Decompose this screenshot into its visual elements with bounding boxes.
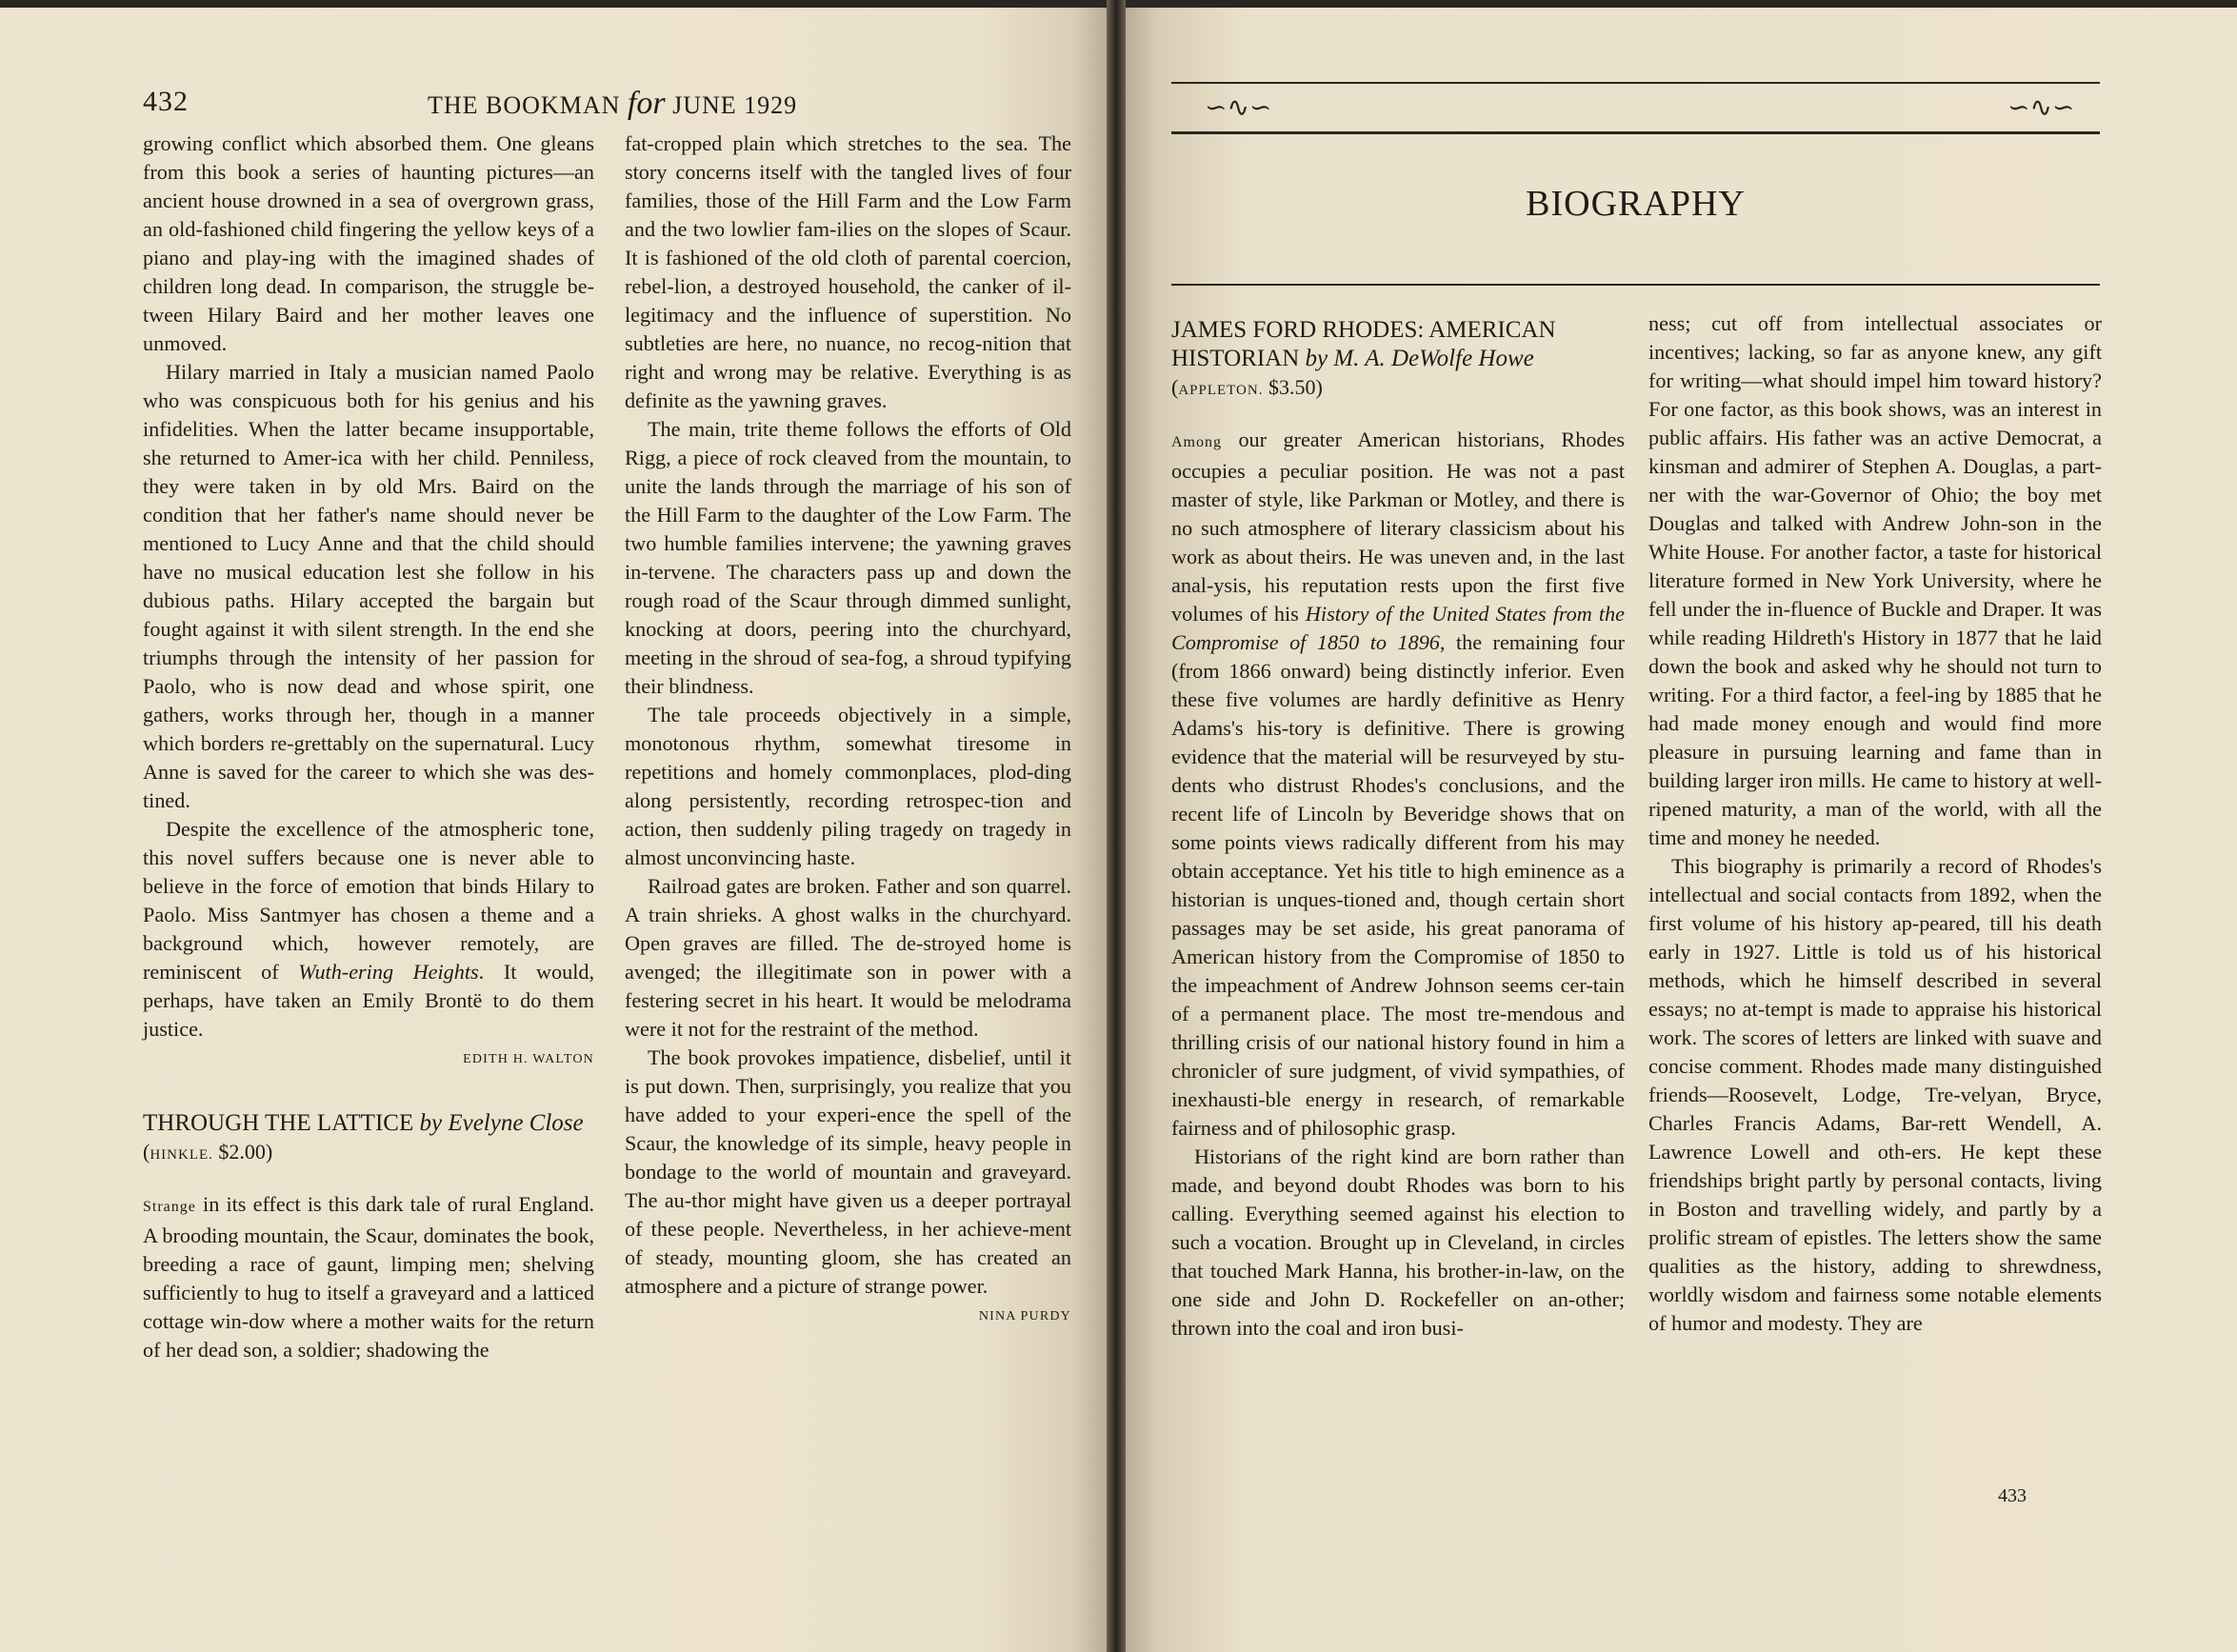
paragraph: Historians of the right kind are born rather than made, and beyond doubt Rhodes was born to his calling. Everything seemed against his election to such a vocation. Brought up in Cleveland, in circles that touched Mark Hanna, his brother-in-law, on the one side and John D. Rockefeller on an-other; thrown into the coal and iron busi- [1171, 1144, 1625, 1340]
review-heading [143, 1109, 594, 1169]
running-head-issue: JUNE 1929 [672, 91, 798, 119]
review-author: by Evelyne Close [419, 1110, 584, 1136]
review-heading [1171, 316, 1625, 405]
ornament-left-icon: ∽∿∽ [1205, 93, 1272, 123]
book-price: $3.50) [1268, 375, 1323, 399]
text-span: in its effect is this dark tale of rural England. A brooding mountain, the Scaur, dominates the book, breeding a race of gaunt, limping men; shelving sufficiently to hug to itself a graveyard and a latticed cottage win-dow where a mother waits for the return of her dead son, a soldier; shadowing the [143, 1192, 594, 1362]
section-rule [1171, 284, 2100, 286]
left-page-number: 432 [143, 86, 189, 117]
lead-word: Among [1171, 434, 1222, 450]
lead-word: Strange [143, 1199, 196, 1215]
book-title-italic: Wuth-ering Heights [298, 960, 479, 984]
left-column-2 [625, 129, 1071, 1331]
book-gutter [1107, 0, 1126, 1652]
paragraph: Railroad gates are broken. Father and son quarrel. A train shrieks. A ghost walks in the churchyard. Open graves are filled. The de-stroyed home is avenged; the illegitimate son in power with a festering secret in his heart. It would be melodrama were it not for the restraint of the method. [625, 874, 1071, 1041]
paragraph [625, 1044, 1071, 1301]
left-column-1 [143, 129, 594, 1364]
review-title: THROUGH THE LATTICE [143, 1110, 414, 1136]
text-span: our greater American historians, Rhodes occupies a peculiar position. He was not a past master of style, like Parkman or Motley, and there is no such atmosphere of literary classicism about his work as about theirs. He was uneven and, in the last anal-ysis, his reputation rests upon the first five volumes of his [1171, 428, 1625, 626]
publisher-name: HINKLE. [150, 1147, 213, 1163]
paragraph: growing conflict which absorbed them. One gleans from this book a series of haunting pictures—an ancient house drowned in a sea of overgrown grass, an old-fashioned child fingering the yellow keys of a piano and play-ing with the imagined shades of children long dead. In comparison, the struggle be-tween Hilary Baird and her mother leaves one unmoved. [143, 131, 594, 355]
right-column-1 [1171, 316, 1625, 1343]
right-column-2 [1648, 309, 2102, 1338]
text-span: , the remaining four (from 1866 onward) being distinctly inferior. Even these five volumes are hardly definitive as Henry Adams's his-tory is definitive. There is growing evidence that the material will be resurveyed by stu-dents who distrust Rhodes's conclusions, and the recent life of Lincoln by Beveridge shows that on some points views radically different from his may obtain acceptance. Yet his title to high eminence as a historian is unques-tioned and, though certain short passages may be set aside, his great panorama of American history from the Compromise of 1850 to the impeachment of Andrew Johnson seems cer-tain of a permanent place. The most tre-mendous and thrilling crisis of our national history found in him a chronicler of sure judgment, of vivid sympathies, of inexhausti-ble energy in research, of remarkable fairness and of philosophic grasp. [1171, 630, 1625, 1140]
running-head [428, 86, 797, 122]
reviewer-signature: EDITH H. WALTON [463, 1052, 594, 1066]
ornament-right-icon: ∽∿∽ [2007, 93, 2075, 123]
running-head-journal: THE BOOKMAN [428, 91, 621, 119]
paragraph: Hilary married in Italy a musician named Paolo who was conspicuous both for his genius and his infidelities. When the latter became insupportable, she returned to Amer-ica with her child. Penniless, they were taken in by old Mrs. Baird on the condition that her father's name should never be mentioned to Lucy Anne and that the child should have no musical education lest she follow in his dubious paths. Hilary accepted the bargain but fought against it with silent strength. In the end she triumphs through the intensity of her passion for Paolo, who is now dead and whose spirit, one gathers, works through her, though in a manner which borders re-grettably on the supernatural. Lucy Anne is saved for the career to which she was des-tined. [143, 360, 594, 812]
text-span: ( [143, 1140, 150, 1164]
review-publisher [1171, 375, 1323, 399]
review-author: by M. A. DeWolfe Howe [1305, 346, 1534, 371]
paragraph [143, 815, 594, 1044]
spacer [1171, 405, 1625, 426]
text-span: Despite the excellence of the atmospheric tone, this novel suffers because one is never able to believe in the force of emotion that binds Hilary to Paolo. Miss Santmyer has chosen a theme and a background which, however remotely, are reminiscent of [143, 817, 594, 984]
right-page-number: 433 [1998, 1485, 2027, 1506]
paragraph: ness; cut off from intellectual associates or incentives; lacking, so far as anyone knew, any gift for writing—what should impel him toward history? For one factor, as this book shows, was an interest in public affairs. His father was an active Democrat, a kinsman and admirer of Stephen A. Douglas, a part-ner with the war-Governor of Ohio; the boy met Douglas and talked with Andrew John-son in the White House. For another factor, a taste for historical literature formed in New York University, where he fell under the in-fluence of Buckle and Draper. It was while reading Hildreth's History in 1877 that he laid down the book and asked why he should not turn to writing. For a third factor, a feel-ing by 1885 that he had made money enough and would find more pleasure in pursuing learning and fame than in building larger iron mills. He came to history at well-ripened maturity, a man of the world, with all the time and money he needed. [1648, 311, 2102, 849]
paragraph [1171, 426, 1625, 1143]
paragraph: The tale proceeds objectively in a simple, monotonous rhythm, somewhat tiresome in repetitions and homely commonplaces, plod-ding along persistently, recording retrospec-tion and action, then suddenly piling tragedy on tragedy in almost unconvincing haste. [625, 703, 1071, 869]
spacer [143, 1074, 594, 1109]
paragraph [143, 1190, 594, 1364]
review-publisher [143, 1140, 272, 1164]
spacer [143, 1169, 594, 1190]
book-title-italic: History of the United States from the Compromise of 1850 to 1896 [1171, 602, 1626, 654]
header-rule-top [1171, 82, 2100, 84]
text-span: The book provokes impatience, disbelief, until it is put down. Then, surprisingly, you realize that you have added to your experi-ence the spell of the Scaur, the knowledge of its simple, heavy people in bondage to the world of mountain and graveyard. The au-thor might have given us a deeper portrayal of these people. Nevertheless, in her achieve-ment of steady, mounting gloom, she has created an atmosphere and a picture of strange power. [625, 1045, 1071, 1298]
header-rule-bottom [1171, 131, 2100, 134]
paragraph: This biography is primarily a record of Rhodes's intellectual and social contacts from 1892, when the first volume of his history ap-peared, till his death early in 1927. Little is told us of his historical methods, which he himself described in several essays; no at-tempt is made to appraise his historical work. The scores of letters are linked with suave and concise comment. Rhodes made many distinguished friends—Roosevelt, Lodge, Tre-velyan, Bryce, Charles Francis Adams, Bar-rett Wendell, A. Lawrence Lowell and oth-ers. He kept these friendships bright partly by personal contacts, living in Boston and travelling widely, and partly by a prolific stream of epistles. The letters show the same qualities as the history, adding to shrewdness, worldly wisdom and fairness some notable elements of humor and modesty. They are [1648, 854, 2102, 1335]
running-head-for: for [627, 86, 666, 121]
text-span: . It would, perhaps, have taken an Emily Brontë to do them justice. [143, 960, 594, 1041]
paragraph: The main, trite theme follows the efforts of Old Rigg, a piece of rock cleaved from the mountain, to unite the lands through the marriage of his son of the Hill Farm to the daughter of the Low Farm. The two humble families intervene; the yawning graves in-tervene. The characters pass up and down the rough road of the Scaur through dimmed sunlight, knocking at doors, peering into the churchyard, meeting in the shroud of sea-fog, a shroud typifying their blindness. [625, 417, 1071, 698]
text-span: ( [1171, 375, 1179, 399]
review-title: JAMES FORD RHODES: AMERICAN HISTORIAN [1171, 317, 1556, 371]
section-title: BIOGRAPHY [1526, 184, 1746, 224]
reviewer-signature: NINA PURDY [978, 1309, 1071, 1324]
book-price: $2.00) [218, 1140, 273, 1164]
paragraph: fat-cropped plain which stretches to the sea. The story concerns itself with the tangled lives of four families, those of the Hill Farm and the Low Farm and the two lowlier fam-ilies on the slopes of Scaur. It is fashioned of the old cloth of parental coercion, rebel-lion, a destroyed household, the canker of il-legitimacy and the influence of superstition. No subtleties are here, no nuance, no recog-nition that right and wrong may be relative. Everything is as definite as the yawning graves. [625, 131, 1071, 412]
publisher-name: APPLETON. [1178, 383, 1264, 398]
